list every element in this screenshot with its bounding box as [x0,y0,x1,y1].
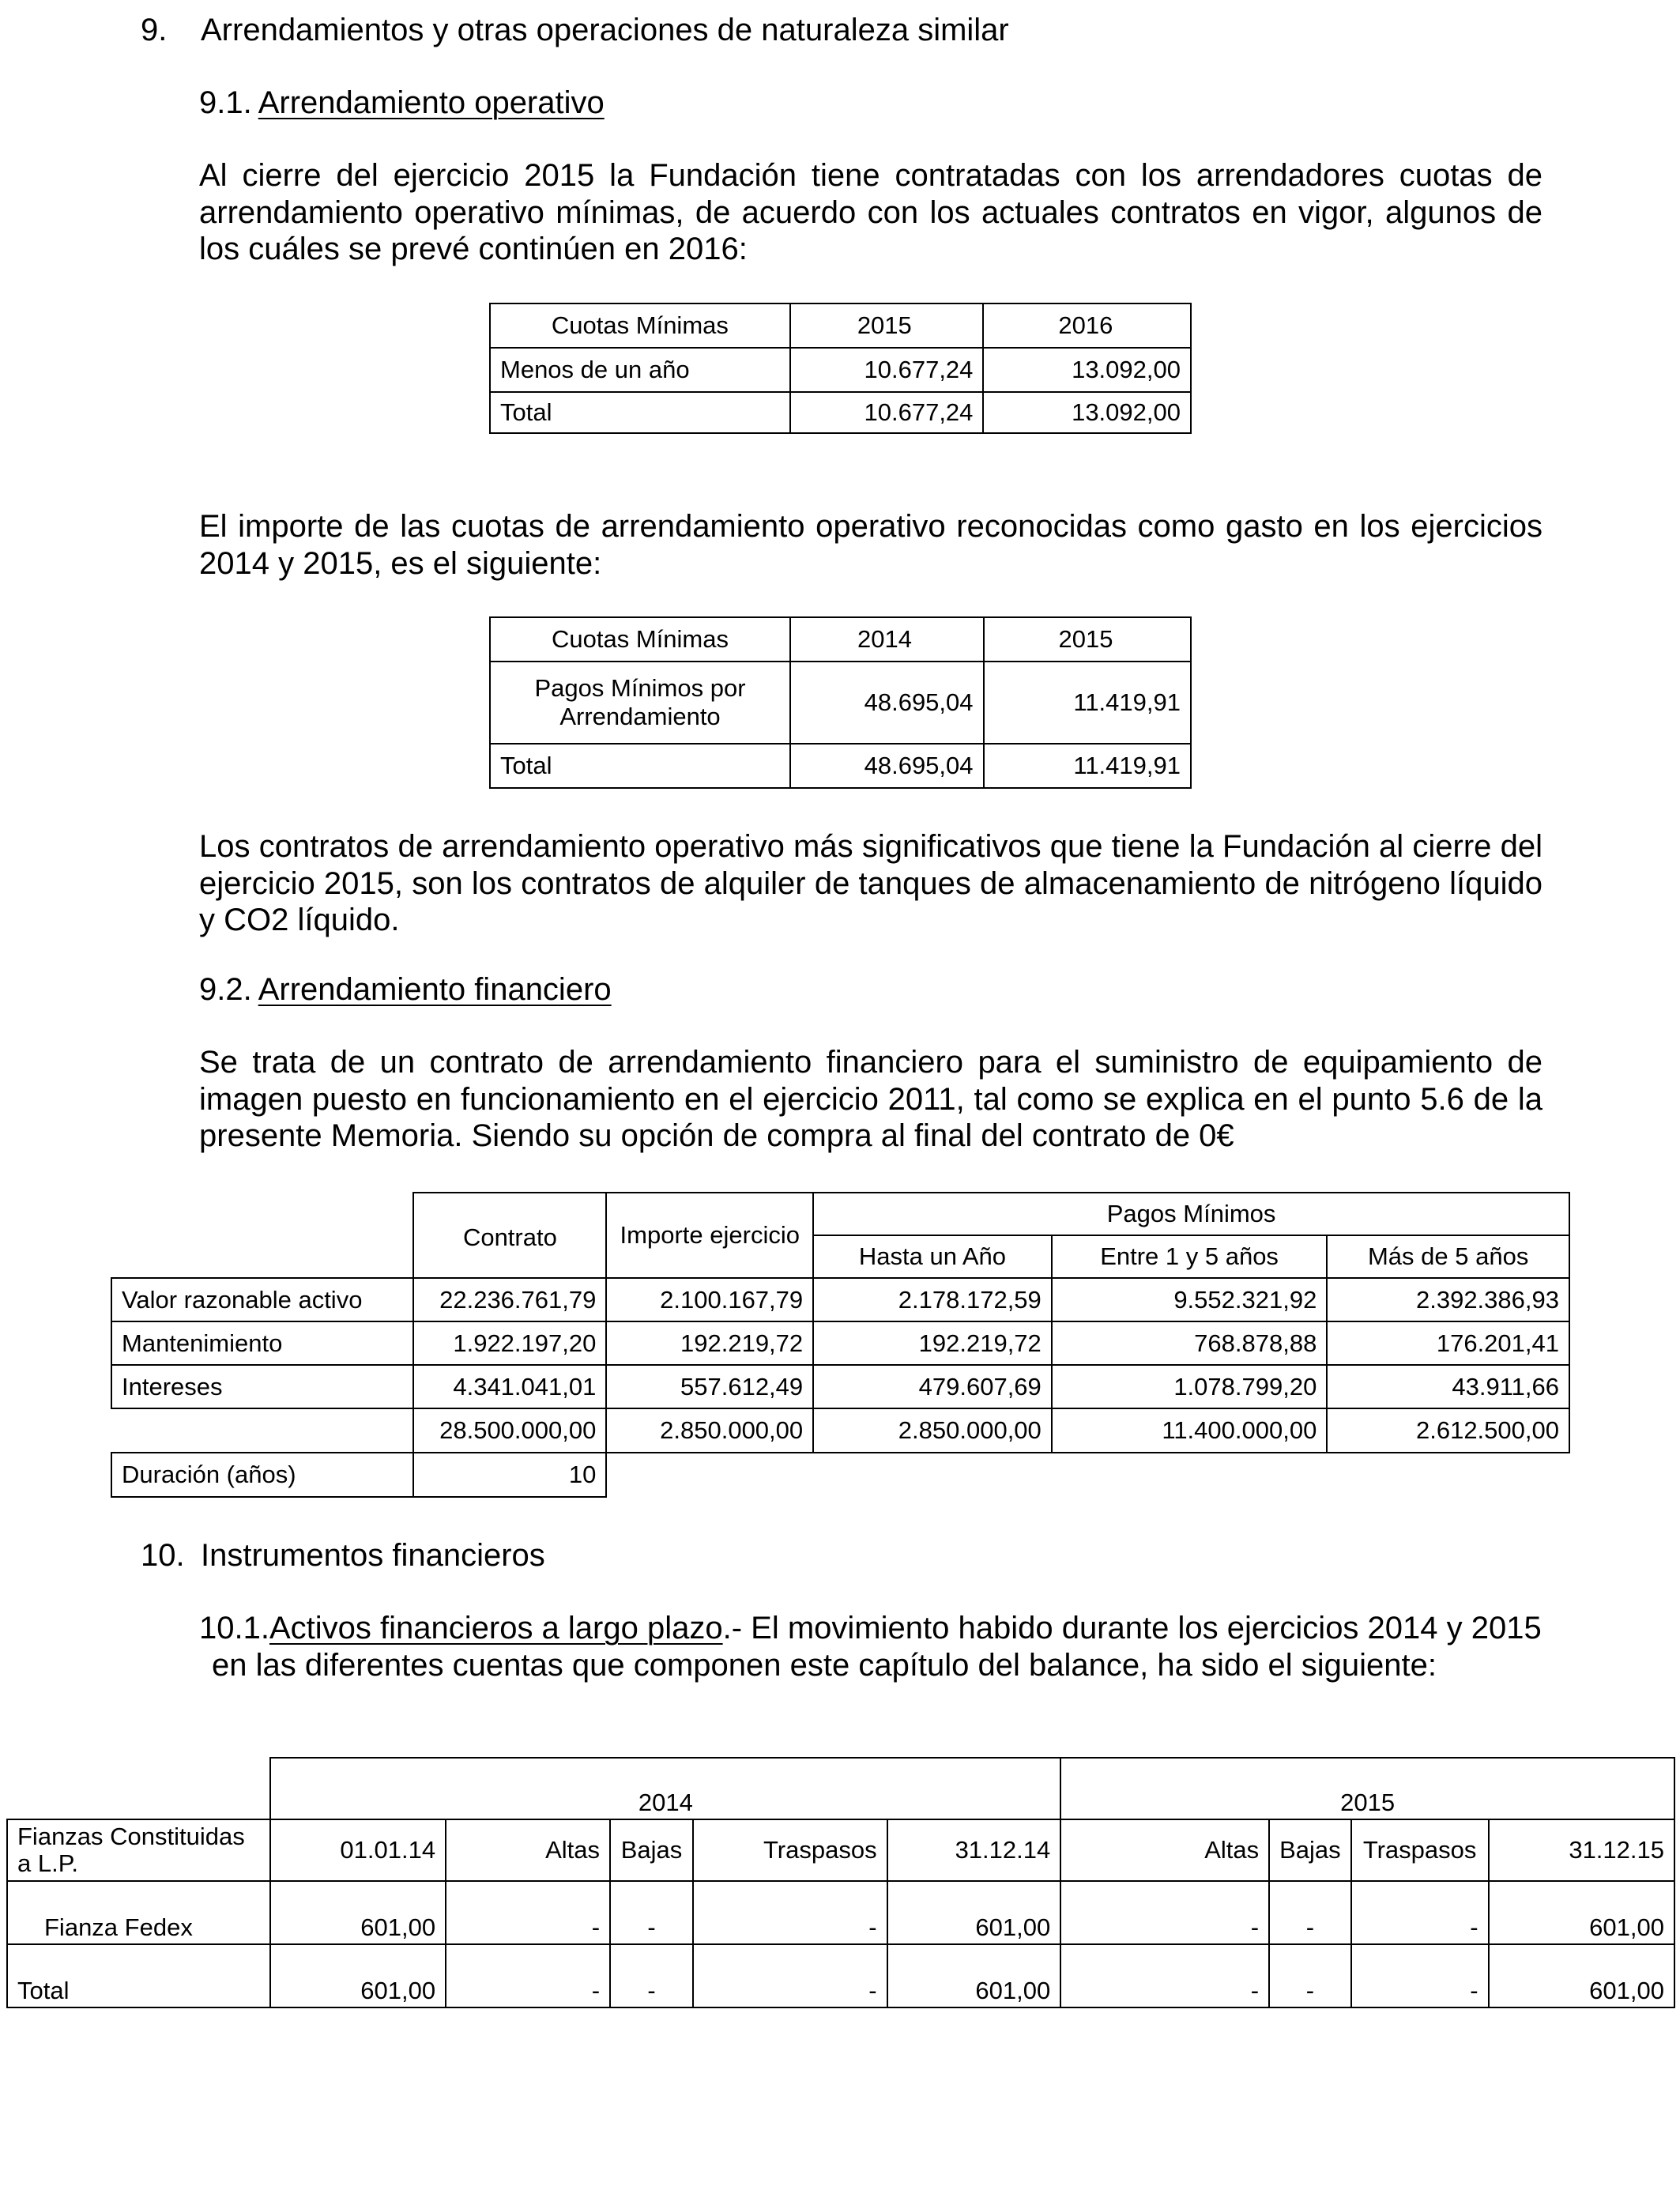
table-header-cell: Contrato [413,1193,606,1278]
table-row-label: Total [490,744,790,788]
table-cell: 601,00 [270,1944,446,2007]
column-header: 01.01.14 [270,1819,446,1881]
section-title: Instrumentos financieros [201,1538,545,1573]
table-cell: 48.695,04 [790,662,984,744]
table-cell: - [1269,1944,1351,2007]
table-row-label: Intereses [111,1365,413,1408]
column-header: Altas [446,1819,610,1881]
table-cell: 2.100.167,79 [606,1278,813,1321]
table-row-header: Fianzas Constituidas a L.P. [7,1819,270,1881]
table-total-cell: 2.612.500,00 [1327,1408,1569,1453]
column-header: Bajas [610,1819,693,1881]
table-header-cell: Cuotas Mínimas [490,303,790,348]
table-cell: - [1269,1881,1351,1944]
table-cell: 601,00 [887,1881,1061,1944]
table-header-cell: 2015 [984,617,1191,662]
column-header: Traspasos [693,1819,887,1881]
table-total-cell: 28.500.000,00 [413,1408,606,1453]
subsection-10-1-line2: en las diferentes cuentas que componen este capítulo del balance, ha sido el siguiente: [212,1648,1437,1683]
table-cell: 601,00 [270,1881,446,1944]
table-cell: 1.078.799,20 [1052,1365,1328,1408]
empty-cell [813,1453,1052,1497]
section-title: Arrendamientos y otras operaciones de naturaleza similar [201,13,1009,47]
subsection-text: .- El movimiento habido durante los ejercicios 2014 y 2015 [722,1611,1542,1646]
section-number: 9. [141,13,168,47]
table-cell: 2.178.172,59 [813,1278,1052,1321]
table-cell: 176.201,41 [1327,1321,1569,1365]
table-minimum-fees-2014-2015 [489,616,1192,789]
subsection-number: 10.1. [199,1611,269,1646]
table-cell: - [693,1944,887,2007]
table-header-cell: Más de 5 años [1327,1235,1569,1278]
table-header-cell: Hasta un Año [813,1235,1052,1278]
table-cell: 768.878,88 [1052,1321,1328,1365]
column-header: 31.12.14 [887,1819,1061,1881]
table-cell: - [1351,1944,1489,2007]
column-header: 31.12.15 [1489,1819,1674,1881]
section-9-heading [141,11,1009,49]
empty-corner-cell [111,1193,413,1278]
column-header: Bajas [1269,1819,1351,1881]
table-cell: 11.419,91 [984,744,1191,788]
table-row-label: Total [490,392,790,433]
table-cell: 1.922.197,20 [413,1321,606,1365]
paragraph-operating-lease: Al cierre del ejercicio 2015 la Fundación tiene contratadas con los arrendadores cuotas de arrendamiento operativo mínimas, de acuerdo con los actuales contratos en vigor, algunos de los cuáles se prevé continúen en 2016: [199,158,1543,266]
column-header: Altas [1060,1819,1269,1881]
section-10-heading [141,1536,545,1574]
table-cell: 557.612,49 [606,1365,813,1408]
table-cell: 2.392.386,93 [1327,1278,1569,1321]
empty-cell [1327,1453,1569,1497]
table-cell: 10.677,24 [790,392,984,433]
table-total-cell: 2.850.000,00 [606,1408,813,1453]
table-cell: 22.236.761,79 [413,1278,606,1321]
table-cell: - [1351,1881,1489,1944]
table-cell: 601,00 [1489,1944,1674,2007]
table-cell: - [446,1944,610,2007]
table-cell: - [1060,1881,1269,1944]
table-cell: 601,00 [887,1944,1061,2007]
table-cell: 48.695,04 [790,744,984,788]
table-row-label: Menos de un año [490,348,790,392]
empty-cell [606,1453,813,1497]
section-number: 10. [141,1538,185,1573]
empty-corner-cell [7,1758,270,1819]
table-header-cell: Pagos Mínimos [813,1193,1569,1235]
empty-label-cell [111,1408,413,1453]
table-header-cell: Entre 1 y 5 años [1052,1235,1328,1278]
table-cell: 11.419,91 [984,662,1191,744]
empty-cell [1052,1453,1328,1497]
subsection-9-1-heading [199,84,605,122]
table-long-term-financial-assets [6,1757,1675,2008]
table-row-label: Fianza Fedex [7,1881,270,1944]
table-cell: 10.677,24 [790,348,984,392]
table-row-label: Pagos Mínimos por Arrendamiento [490,662,790,744]
paragraph-finance-lease: Se trata de un contrato de arrendamiento financiero para el suministro de equipamiento de imagen puesto en funcionamiento en el ejercicio 2011, tal como se explica en el punto 5.6 de la presente Memoria. Siendo su opción de compra al final del contrato de 0€ [199,1045,1543,1153]
table-cell: - [610,1881,693,1944]
table-cell: 192.219,72 [813,1321,1052,1365]
table-cell: 601,00 [1489,1881,1674,1944]
table-row-label: Valor razonable activo [111,1278,413,1321]
table-cell: - [693,1881,887,1944]
table-cell: 13.092,00 [983,348,1191,392]
subsection-title: Activos financieros a largo plazo [269,1611,723,1646]
table-row-label: Duración (años) [111,1453,413,1497]
year-header-2014: 2014 [270,1758,1060,1819]
subsection-number: 9.1. [199,85,252,120]
table-cell: 43.911,66 [1327,1365,1569,1408]
table-cell: 479.607,69 [813,1365,1052,1408]
table-cell: - [610,1944,693,2007]
subsection-title: Arrendamiento financiero [258,972,612,1007]
table-total-cell: 11.400.000,00 [1052,1408,1328,1453]
subsection-9-2-heading [199,971,612,1008]
table-finance-lease [111,1192,1570,1498]
table-header-cell: Cuotas Mínimas [490,617,790,662]
table-total-cell: 2.850.000,00 [813,1408,1052,1453]
column-header: Traspasos [1351,1819,1489,1881]
table-header-cell: 2015 [790,303,984,348]
year-header-2015: 2015 [1060,1758,1674,1819]
table-minimum-fees-2015-2016 [489,303,1192,434]
subsection-10-1-heading [199,1609,1542,1647]
table-cell: 13.092,00 [983,392,1191,433]
table-cell: - [446,1881,610,1944]
table-header-cell: 2016 [983,303,1191,348]
paragraph-significant-contracts: Los contratos de arrendamiento operativo más significativos que tiene la Fundación al cierre del ejercicio 2015, son los contratos de alquiler de tanques de almacenamiento de nitrógeno líquido y CO2 líquido. [199,829,1543,937]
table-cell: 9.552.321,92 [1052,1278,1328,1321]
subsection-title: Arrendamiento operativo [258,85,605,120]
table-cell: 10 [413,1453,606,1497]
table-cell: 192.219,72 [606,1321,813,1365]
table-cell: - [1060,1944,1269,2007]
table-header-cell: 2014 [790,617,984,662]
table-row-label: Mantenimiento [111,1321,413,1365]
table-cell: 4.341.041,01 [413,1365,606,1408]
subsection-number: 9.2. [199,972,252,1007]
paragraph-lease-expense: El importe de las cuotas de arrendamiento operativo reconocidas como gasto en los ejercicios 2014 y 2015, es el siguiente: [199,509,1543,581]
table-header-cell: Importe ejercicio [606,1193,813,1278]
table-row-label: Total [7,1944,270,2007]
